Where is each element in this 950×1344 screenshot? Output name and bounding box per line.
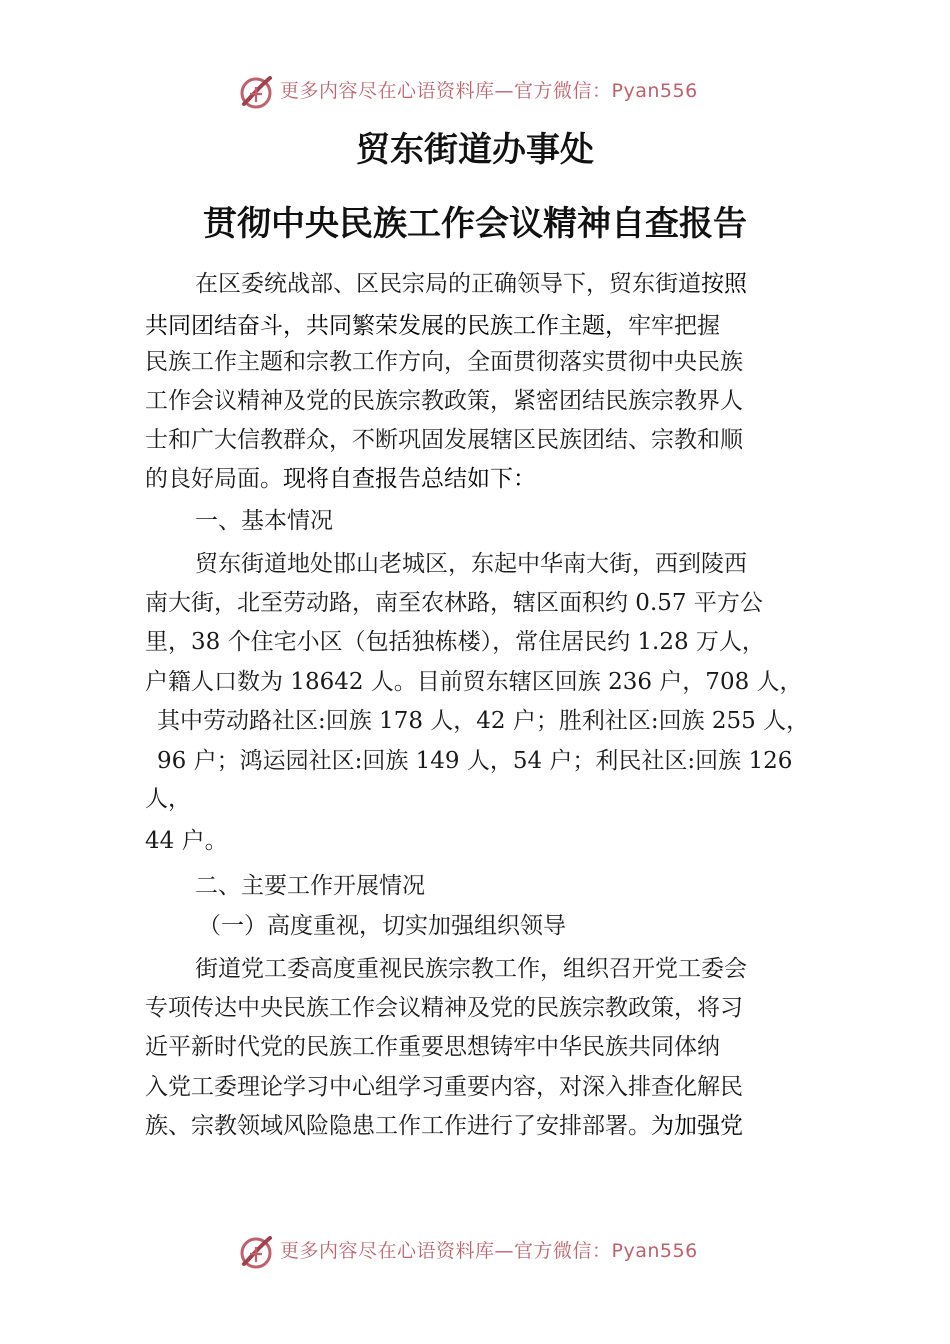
text-run: 牢牢把握 — [628, 313, 720, 339]
paragraph-line: 贸东街道地处邯山老城区，东起中华南大街，西到陵西 — [195, 551, 747, 577]
paragraph-line: 入党工委理论学习中心组学习重要内容，对深入排查化解民 — [145, 1074, 743, 1100]
paragraph-line: 96 户；鸿运园社区:回族 149 人，54 户；利民社区:回族 126 — [157, 748, 793, 774]
brush-logo-icon — [236, 72, 276, 112]
section-heading: 一、基本情况 — [195, 508, 333, 534]
text-run-sans: 共同团结奋斗，共同繁荣发展的民族工作主题， — [145, 313, 628, 339]
text-run-sans: 现将自查报告总结如下： — [283, 466, 536, 492]
paragraph-line: 民族工作主题和宗教工作方向，全面贯彻落实贯彻中央民族 — [145, 349, 743, 375]
section-heading: 二、主要工作开展情况 — [195, 873, 425, 899]
paragraph-line: 士和广大信教群众，不断巩固发展辖区民族团结、宗教和顺 — [145, 427, 743, 453]
subsection-heading: （一）高度重视，切实加强组织领导 — [198, 913, 566, 939]
paragraph-line: 人， — [145, 786, 191, 812]
paragraph-line: 户籍人口数为 18642 人。目前贸东辖区回族 236 户，708 人， — [145, 669, 803, 695]
paragraph-line: 其中劳动路社区:回族 178 人，42 户；胜利社区:回族 255 人， — [157, 708, 810, 734]
paragraph-line: 南大街，北至劳动路，南至农林路，辖区面积约 0.57 平方公 — [145, 590, 763, 616]
paragraph-line: 专项传达中央民族工作会议精神及党的民族宗教政策，将习 — [145, 995, 743, 1021]
brush-logo-icon — [236, 1232, 276, 1272]
paragraph-line — [145, 463, 536, 495]
paragraph-line: 工作会议精神及党的民族宗教政策，紧密团结民族宗教界人 — [145, 388, 743, 414]
paragraph-line: 44 户。 — [145, 828, 228, 854]
text-run: 族、宗教领域风险隐患工作工作进行了安排部署。 — [145, 1113, 651, 1139]
text-run: 的良好局面。 — [145, 466, 283, 492]
document-title-line2: 贯彻中央民族工作会议精神自查报告 — [203, 204, 747, 244]
paragraph-line — [195, 268, 747, 300]
text-run: 在区委统战部、区民宗局的正确领导下，贸东街道 — [195, 271, 701, 297]
watermark-text: 更多内容尽在心语资料库—官方微信：Pyan556 — [280, 1240, 698, 1262]
footer-watermark — [0, 1232, 950, 1272]
paragraph-line: 近平新时代党的民族工作重要思想铸牢中华民族共同体纳 — [145, 1034, 720, 1060]
document-title-line1: 贸东街道办事处 — [356, 130, 594, 170]
paragraph-line — [145, 1110, 743, 1142]
text-run-sans: 为加强党 — [651, 1113, 743, 1139]
text-run-sans: 按照 — [701, 271, 747, 297]
header-watermark — [0, 72, 950, 112]
paragraph-line — [145, 310, 720, 342]
paragraph-line: 里，38 个住宅小区（包括独栋楼），常住居民约 1.28 万人， — [145, 629, 765, 655]
paragraph-line: 街道党工委高度重视民族宗教工作，组织召开党工委会 — [195, 956, 747, 982]
watermark-text: 更多内容尽在心语资料库—官方微信：Pyan556 — [280, 80, 698, 102]
